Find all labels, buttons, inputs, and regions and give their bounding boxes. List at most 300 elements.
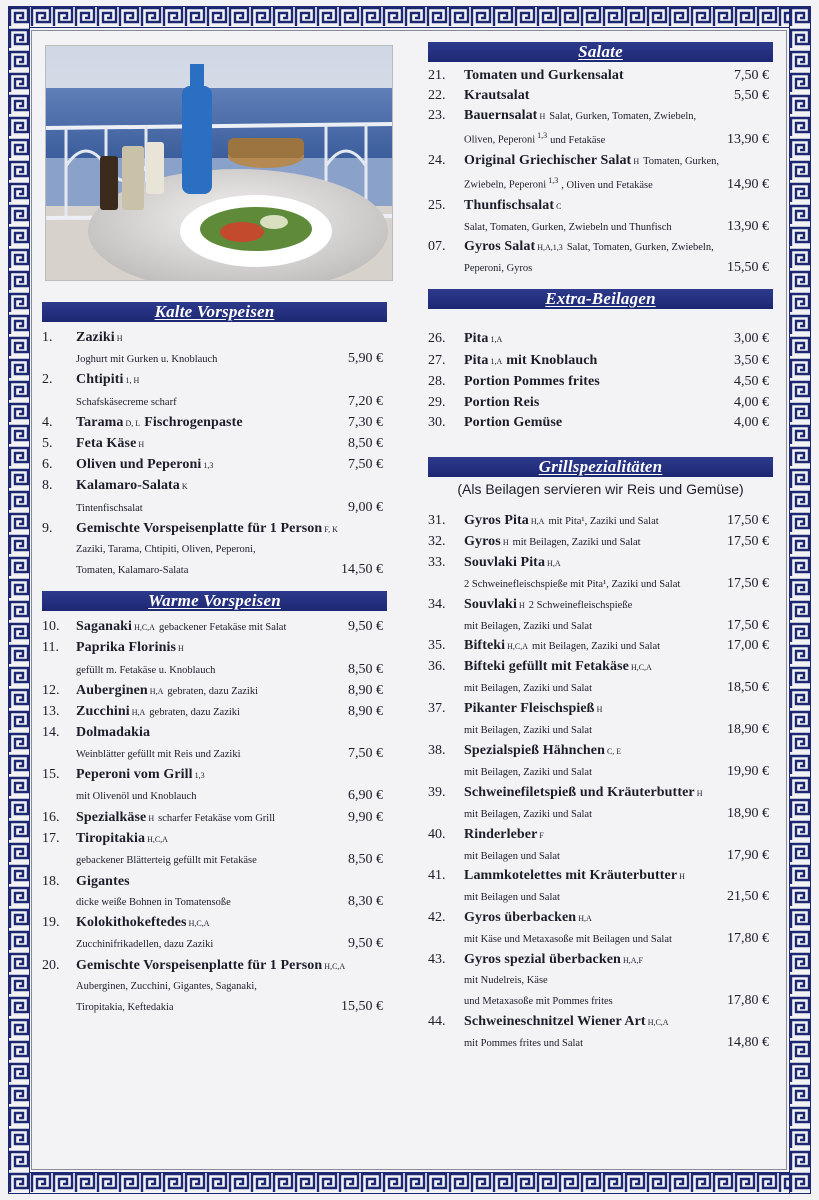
item-name: Gemischte Vorspeisenplatte für 1 Person xyxy=(76,957,323,973)
item-number: 13. xyxy=(42,704,60,720)
item-name: Auberginen xyxy=(76,682,148,698)
item-description-text: Zaziki, Tarama, Chtipiti, Oliven, Peperoni, xyxy=(76,544,256,556)
menu-item-line xyxy=(428,196,773,217)
menu-item-description-line xyxy=(428,217,773,238)
item-description xyxy=(428,575,727,595)
menu-item-line xyxy=(42,617,387,638)
menu-item xyxy=(42,829,387,872)
menu-item xyxy=(428,86,773,106)
menu-item-line xyxy=(428,237,773,258)
item-description-text: Schafskäsecreme scharf xyxy=(76,396,177,408)
item-inline-description: mit Beilagen, Zaziki und Salat xyxy=(512,536,641,548)
item-price: 17,80 € xyxy=(727,931,769,947)
menu-item xyxy=(428,413,773,434)
menu-item-line xyxy=(42,328,387,349)
item-price: 15,50 € xyxy=(727,260,769,276)
item-description-text: gebackener Blätterteig gefüllt mit Fetakäse xyxy=(76,855,257,867)
menu-item-line xyxy=(428,413,773,434)
menu-item-line xyxy=(42,956,387,977)
menu-item-description-line xyxy=(428,126,773,150)
allergen-codes: H,C,A xyxy=(507,642,529,652)
allergen-codes: H xyxy=(596,705,603,715)
item-price: 9,50 € xyxy=(348,619,383,634)
item-number: 14. xyxy=(42,725,60,741)
item-description-text: mit Beilagen, Zaziki und Salat xyxy=(464,620,593,632)
item-price: 13,90 € xyxy=(727,218,769,234)
item-description-text: Joghurt mit Gurken u. Knoblauch xyxy=(76,354,218,366)
left-column xyxy=(42,302,387,581)
item-name: Gyros Pita xyxy=(464,513,529,528)
menu-item-description-line xyxy=(428,887,773,908)
menu-item-description-line xyxy=(428,616,773,637)
greek-key-border-right xyxy=(789,6,811,1194)
menu-item xyxy=(428,1012,773,1054)
item-name: Bifteki gefüllt mit Fetakäse xyxy=(464,659,629,675)
menu-item xyxy=(42,913,387,956)
item-name: Paprika Florinis xyxy=(76,640,176,656)
menu-item xyxy=(428,866,773,908)
item-description-text: 2 Schweinefleischspieße mit Pita¹, Zaziki und Salat xyxy=(464,578,681,590)
item-name: Gyros Salat xyxy=(464,239,536,255)
item-description xyxy=(428,617,727,637)
item-name: Tarama xyxy=(76,414,124,430)
item-price: 18,90 € xyxy=(727,805,769,821)
menu-item-description-line xyxy=(428,1033,773,1054)
menu-item-description-line xyxy=(42,540,387,560)
item-number: 16. xyxy=(42,809,60,825)
allergen-codes: 1,3 xyxy=(203,461,214,471)
menu-item xyxy=(42,519,387,582)
item-description xyxy=(42,540,387,560)
menu-item-description-line xyxy=(428,971,773,991)
item-number: 1. xyxy=(42,330,53,345)
item-number: 6. xyxy=(42,457,53,473)
menu-item xyxy=(42,328,387,370)
salate-list xyxy=(428,66,773,279)
item-inline-description: mit Beilagen, Zaziki und Salat xyxy=(532,641,661,653)
menu-item-line xyxy=(428,106,773,127)
menu-item xyxy=(428,783,773,825)
item-name: Pita xyxy=(464,331,489,346)
allergen-codes: C, E xyxy=(606,746,622,756)
item-description-text: mit Käse und Metaxasoße mit Beilagen und Salat xyxy=(464,934,672,946)
item-inline-description: Salat, Tomaten, Gurken, Zwiebeln, xyxy=(566,242,714,254)
item-description-text: mit Beilagen, Zaziki und Salat xyxy=(464,808,593,820)
item-number: 41. xyxy=(428,868,446,884)
menu-item-description-line xyxy=(42,660,387,681)
item-number: 26. xyxy=(428,331,446,346)
menu-item-line xyxy=(42,808,387,829)
allergen-codes: F xyxy=(539,830,544,840)
item-number: 40. xyxy=(428,826,446,842)
item-number: 24. xyxy=(428,152,446,168)
allergen-codes: H xyxy=(178,644,184,654)
item-name: Tomaten und Gurkensalat xyxy=(464,68,624,83)
restaurant-table-photo xyxy=(45,45,393,281)
menu-item-line xyxy=(428,699,773,720)
menu-item-description-line xyxy=(42,850,387,871)
menu-item-line xyxy=(428,657,773,678)
item-price: 4,00 € xyxy=(734,394,769,410)
item-number: 42. xyxy=(428,910,446,926)
menu-item-line xyxy=(42,765,387,786)
item-number: 27. xyxy=(428,352,446,368)
item-number: 2. xyxy=(42,372,53,388)
item-number: 29. xyxy=(428,394,446,410)
menu-item-description-line xyxy=(428,678,773,699)
item-name: Saganaki xyxy=(76,619,133,634)
item-name: Feta Käse xyxy=(76,436,137,452)
grill-note: (Als Beilagen servieren wir Reis und Gemüse) xyxy=(457,481,744,497)
menu-item-line xyxy=(42,434,387,455)
menu-item-line xyxy=(428,741,773,762)
item-description-suffix: , Oliven und Fetakäse xyxy=(561,179,653,191)
menu-item-line xyxy=(42,476,387,497)
allergen-codes: H,A xyxy=(530,517,545,526)
item-name: Gyros spezial überbacken xyxy=(464,952,621,968)
item-name: Portion Gemüse xyxy=(464,415,563,431)
item-description-text: Tintenfischsalat xyxy=(76,502,143,514)
item-description xyxy=(428,888,727,908)
item-name: Souvlaki Pita xyxy=(464,554,546,570)
item-number: 28. xyxy=(428,374,446,390)
item-price: 7,50 € xyxy=(348,457,383,473)
allergen-codes: H,C,A xyxy=(630,663,652,673)
item-description-text: Oliven, Peperoni xyxy=(464,134,536,146)
allergen-codes: H,C,A xyxy=(188,919,210,929)
allergen-codes: C xyxy=(556,201,562,211)
menu-item xyxy=(42,434,387,455)
item-number: 17. xyxy=(42,830,60,846)
item-description xyxy=(428,1034,727,1054)
allergen-codes: H xyxy=(539,111,546,121)
item-price: 17,50 € xyxy=(727,533,769,549)
menu-item-line xyxy=(428,372,773,393)
item-name: Schweinefiletspieß und Kräuterbutter xyxy=(464,784,695,800)
item-description xyxy=(42,350,348,370)
menu-item xyxy=(42,681,387,702)
menu-item-line xyxy=(42,519,387,540)
item-description-text: mit Nudelreis, Käse xyxy=(464,974,548,986)
item-description xyxy=(428,971,773,991)
allergen-codes: 1,3 xyxy=(194,771,205,781)
item-name: Souvlaki xyxy=(464,596,517,612)
item-name: Oliven und Peperoni xyxy=(76,457,202,473)
item-price: 19,90 € xyxy=(727,763,769,779)
menu-item xyxy=(42,872,387,914)
item-name: Thunfischsalat xyxy=(464,197,555,213)
menu-item xyxy=(428,151,773,196)
item-description xyxy=(42,787,348,807)
menu-item xyxy=(428,329,773,351)
description-allergen-codes: 1,3 xyxy=(548,176,559,186)
item-name: Kolokithokeftedes xyxy=(76,915,187,931)
allergen-codes: 1, H xyxy=(125,376,140,386)
item-price: 3,00 € xyxy=(734,331,769,346)
grill-list xyxy=(428,511,773,1054)
item-price: 5,90 € xyxy=(348,351,383,367)
item-description-text: gefüllt m. Fetakäse u. Knoblauch xyxy=(76,664,216,676)
item-number: 25. xyxy=(428,197,446,213)
menu-item-line xyxy=(42,413,387,434)
item-price: 18,50 € xyxy=(727,680,769,696)
item-inline-description: gebraten, dazu Zaziki xyxy=(167,685,259,697)
allergen-codes: H,C,A xyxy=(324,961,346,971)
item-name: Portion Pommes frites xyxy=(464,374,600,390)
item-price: 17,50 € xyxy=(727,513,769,528)
right-column-extra xyxy=(428,289,773,434)
item-name: Zucchini xyxy=(76,704,130,720)
menu-item xyxy=(428,636,773,657)
item-price: 17,50 € xyxy=(727,575,769,591)
item-description xyxy=(428,126,727,150)
menu-item xyxy=(428,908,773,950)
allergen-codes: H xyxy=(679,872,685,882)
menu-item-line xyxy=(42,829,387,850)
section-header-kalte: Kalte Vorspeisen xyxy=(42,302,387,322)
item-description-continued: und Metaxasoße mit Pommes frites xyxy=(464,995,613,1007)
menu-item xyxy=(428,393,773,414)
menu-item-line xyxy=(428,151,773,172)
extra-list xyxy=(428,329,773,434)
item-price: 17,90 € xyxy=(727,847,769,863)
item-number: 30. xyxy=(428,415,446,431)
item-name: Rinderleber xyxy=(464,826,538,842)
menu-item-line xyxy=(428,950,773,971)
item-name: Krautsalat xyxy=(464,87,530,103)
menu-item-line xyxy=(428,825,773,846)
item-inline-description: 2 Schweinefleischspieße xyxy=(528,599,633,611)
menu-item xyxy=(428,699,773,741)
item-name: Gyros überbacken xyxy=(464,910,577,926)
menu-item-description-line xyxy=(428,720,773,741)
item-description-text: mit Beilagen, Zaziki und Salat xyxy=(464,683,593,695)
item-price: 14,80 € xyxy=(727,1034,769,1050)
item-name: Dolmadakia xyxy=(76,725,151,741)
menu-item-description-line xyxy=(428,804,773,825)
menu-item-description-line xyxy=(42,560,387,581)
item-number: 19. xyxy=(42,915,60,931)
menu-item-line xyxy=(428,866,773,887)
item-price: 4,00 € xyxy=(734,415,769,431)
item-description xyxy=(428,763,727,783)
item-inline-description: Salat, Gurken, Tomaten, Zwiebeln, xyxy=(549,110,697,122)
allergen-codes: H,A,F xyxy=(622,956,643,966)
item-description xyxy=(428,679,727,699)
menu-item-line xyxy=(428,1012,773,1033)
item-description xyxy=(428,171,727,195)
item-number: 15. xyxy=(42,767,60,783)
item-number: 12. xyxy=(42,682,60,698)
item-number: 38. xyxy=(428,742,446,758)
item-name: Zaziki xyxy=(76,330,115,345)
item-price: 3,50 € xyxy=(734,352,769,368)
menu-item-line xyxy=(42,681,387,702)
item-name: Lammkotelettes mit Kräuterbutter xyxy=(464,868,678,884)
menu-item-description-line xyxy=(42,786,387,807)
item-description-text: dicke weiße Bohnen in Tomatensoße xyxy=(76,896,231,908)
menu-item-description-line xyxy=(42,349,387,370)
item-name: Portion Reis xyxy=(464,394,540,410)
item-number: 32. xyxy=(428,533,446,549)
item-name: Spezialspieß Hähnchen xyxy=(464,742,605,758)
item-description xyxy=(42,851,348,871)
menu-item xyxy=(428,741,773,783)
item-inline-description: scharfer Fetakäse vom Grill xyxy=(158,812,276,824)
menu-item xyxy=(428,532,773,553)
item-price: 8,90 € xyxy=(348,704,383,720)
menu-item-line xyxy=(428,351,773,373)
menu-item-line xyxy=(428,393,773,414)
item-description-text: Weinblätter gefüllt mit Reis und Zaziki xyxy=(76,748,241,760)
item-price: 14,50 € xyxy=(341,562,383,578)
item-description-text: mit Beilagen, Zaziki und Salat xyxy=(464,725,593,737)
allergen-codes: H,C,A xyxy=(647,1017,669,1027)
menu-item xyxy=(42,617,387,638)
item-description-text: Zucchinifrikadellen, dazu Zaziki xyxy=(76,939,214,951)
item-name: Bauernsalat xyxy=(464,107,538,123)
item-number: 34. xyxy=(428,596,446,612)
allergen-codes: H,A xyxy=(578,914,592,924)
allergen-codes: H xyxy=(633,156,640,166)
menu-item xyxy=(428,106,773,151)
menu-item xyxy=(428,66,773,86)
menu-item-line xyxy=(428,908,773,929)
menu-item-description-line xyxy=(42,934,387,955)
item-price: 6,90 € xyxy=(348,788,383,804)
item-description-text: mit Beilagen, Zaziki und Salat xyxy=(464,766,593,778)
item-number: 9. xyxy=(42,520,53,536)
menu-item-description-line xyxy=(42,498,387,519)
allergen-codes: H,A xyxy=(131,708,146,718)
item-description xyxy=(428,930,727,950)
menu-item-description-line xyxy=(428,991,773,1012)
item-description xyxy=(42,661,348,681)
item-name: Kalamaro-Salata xyxy=(76,478,180,494)
item-description-continued: Tomaten, Kalamaro-Salata xyxy=(76,565,189,577)
item-number: 44. xyxy=(428,1013,446,1029)
item-price: 7,50 € xyxy=(734,68,769,83)
item-inline-description: gebackener Fetakäse mit Salat xyxy=(158,622,287,633)
menu-item-line xyxy=(42,913,387,934)
menu-item-description-line xyxy=(42,977,387,997)
item-price: 7,50 € xyxy=(348,745,383,761)
item-price: 8,50 € xyxy=(348,852,383,868)
item-name: Gigantes xyxy=(76,873,130,889)
item-description xyxy=(428,847,727,867)
item-description xyxy=(428,259,727,279)
menu-item xyxy=(428,511,773,532)
allergen-codes: 1,A xyxy=(490,356,503,366)
item-number: 18. xyxy=(42,873,60,889)
item-description-text: Salat, Tomaten, Gurken, Zwiebeln und Thunfisch xyxy=(464,221,672,233)
item-name-suffix: mit Knoblauch xyxy=(506,352,598,368)
allergen-codes: H xyxy=(502,537,509,547)
item-description-text: mit Beilagen und Salat xyxy=(464,892,560,904)
menu-item-description-line xyxy=(428,846,773,867)
item-price: 9,00 € xyxy=(348,499,383,515)
allergen-codes: K xyxy=(181,482,188,492)
greek-key-border-top xyxy=(8,6,811,28)
section-header-warme: Warme Vorspeisen xyxy=(42,591,387,611)
menu-item xyxy=(428,372,773,393)
allergen-codes: H xyxy=(518,600,525,610)
item-price: 13,90 € xyxy=(727,131,769,147)
item-number: 10. xyxy=(42,619,60,634)
menu-item-line xyxy=(428,511,773,532)
allergen-codes: H,A,1,3 xyxy=(537,243,563,253)
item-number: 5. xyxy=(42,436,53,452)
menu-item xyxy=(42,723,387,765)
menu-item-line xyxy=(428,636,773,657)
item-price: 17,50 € xyxy=(727,617,769,633)
left-column-warm xyxy=(42,591,387,1019)
allergen-codes: H xyxy=(116,334,123,343)
item-name: Pikanter Fleischspieß xyxy=(464,701,595,717)
item-price: 14,90 € xyxy=(727,176,769,192)
menu-item-line xyxy=(42,455,387,476)
item-price: 15,50 € xyxy=(341,999,383,1015)
menu-item xyxy=(42,413,387,434)
item-description-text: Auberginen, Zucchini, Gigantes, Saganaki, xyxy=(76,981,257,993)
item-number: 20. xyxy=(42,957,60,973)
item-description-text: mit Beilagen und Salat xyxy=(464,850,560,862)
allergen-codes: 1,A xyxy=(490,335,503,344)
menu-item xyxy=(42,956,387,1019)
menu-item xyxy=(42,638,387,681)
menu-item xyxy=(42,808,387,829)
item-description xyxy=(42,977,387,997)
allergen-codes: H xyxy=(696,788,703,798)
menu-item-description-line xyxy=(42,744,387,765)
item-name: Pita xyxy=(464,352,489,368)
menu-item-line xyxy=(428,86,773,106)
item-description-suffix: und Fetakäse xyxy=(550,134,606,146)
item-number: 43. xyxy=(428,952,446,968)
item-description xyxy=(42,499,348,519)
right-column-salate xyxy=(428,42,773,279)
item-description-text: mit Olivenöl und Knoblauch xyxy=(76,791,197,803)
menu-item-description-line xyxy=(428,929,773,950)
greek-key-border-left xyxy=(8,6,30,1194)
item-name: Chtipiti xyxy=(76,372,124,388)
section-header-salate: Salate xyxy=(428,42,773,62)
menu-item xyxy=(428,553,773,595)
item-description-text: Peperoni, Gyros xyxy=(464,263,533,275)
item-description-text: Zwiebeln, Peperoni xyxy=(464,179,547,191)
item-description xyxy=(42,393,348,413)
item-name: Bifteki xyxy=(464,638,506,654)
item-number: 8. xyxy=(42,478,53,494)
item-inline-description: gebraten, dazu Zaziki xyxy=(149,707,240,719)
menu-item xyxy=(428,950,773,1012)
item-number: 22. xyxy=(428,87,446,103)
item-name: Tiropitakia xyxy=(76,830,146,846)
item-number: 31. xyxy=(428,513,446,528)
section-header-extra: Extra-Beilagen xyxy=(428,289,773,309)
item-price: 8,50 € xyxy=(348,436,383,452)
item-number: 23. xyxy=(428,107,446,123)
menu-item xyxy=(428,237,773,279)
item-name: Original Griechischer Salat xyxy=(464,152,632,168)
item-description xyxy=(428,805,727,825)
section-header-grill: Grillspezialitäten xyxy=(428,457,773,477)
menu-item-line xyxy=(428,532,773,553)
item-description xyxy=(428,218,727,238)
item-price: 7,20 € xyxy=(348,393,383,409)
item-inline-description: Tomaten, Gurken, xyxy=(643,155,720,167)
item-price: 4,50 € xyxy=(734,374,769,390)
